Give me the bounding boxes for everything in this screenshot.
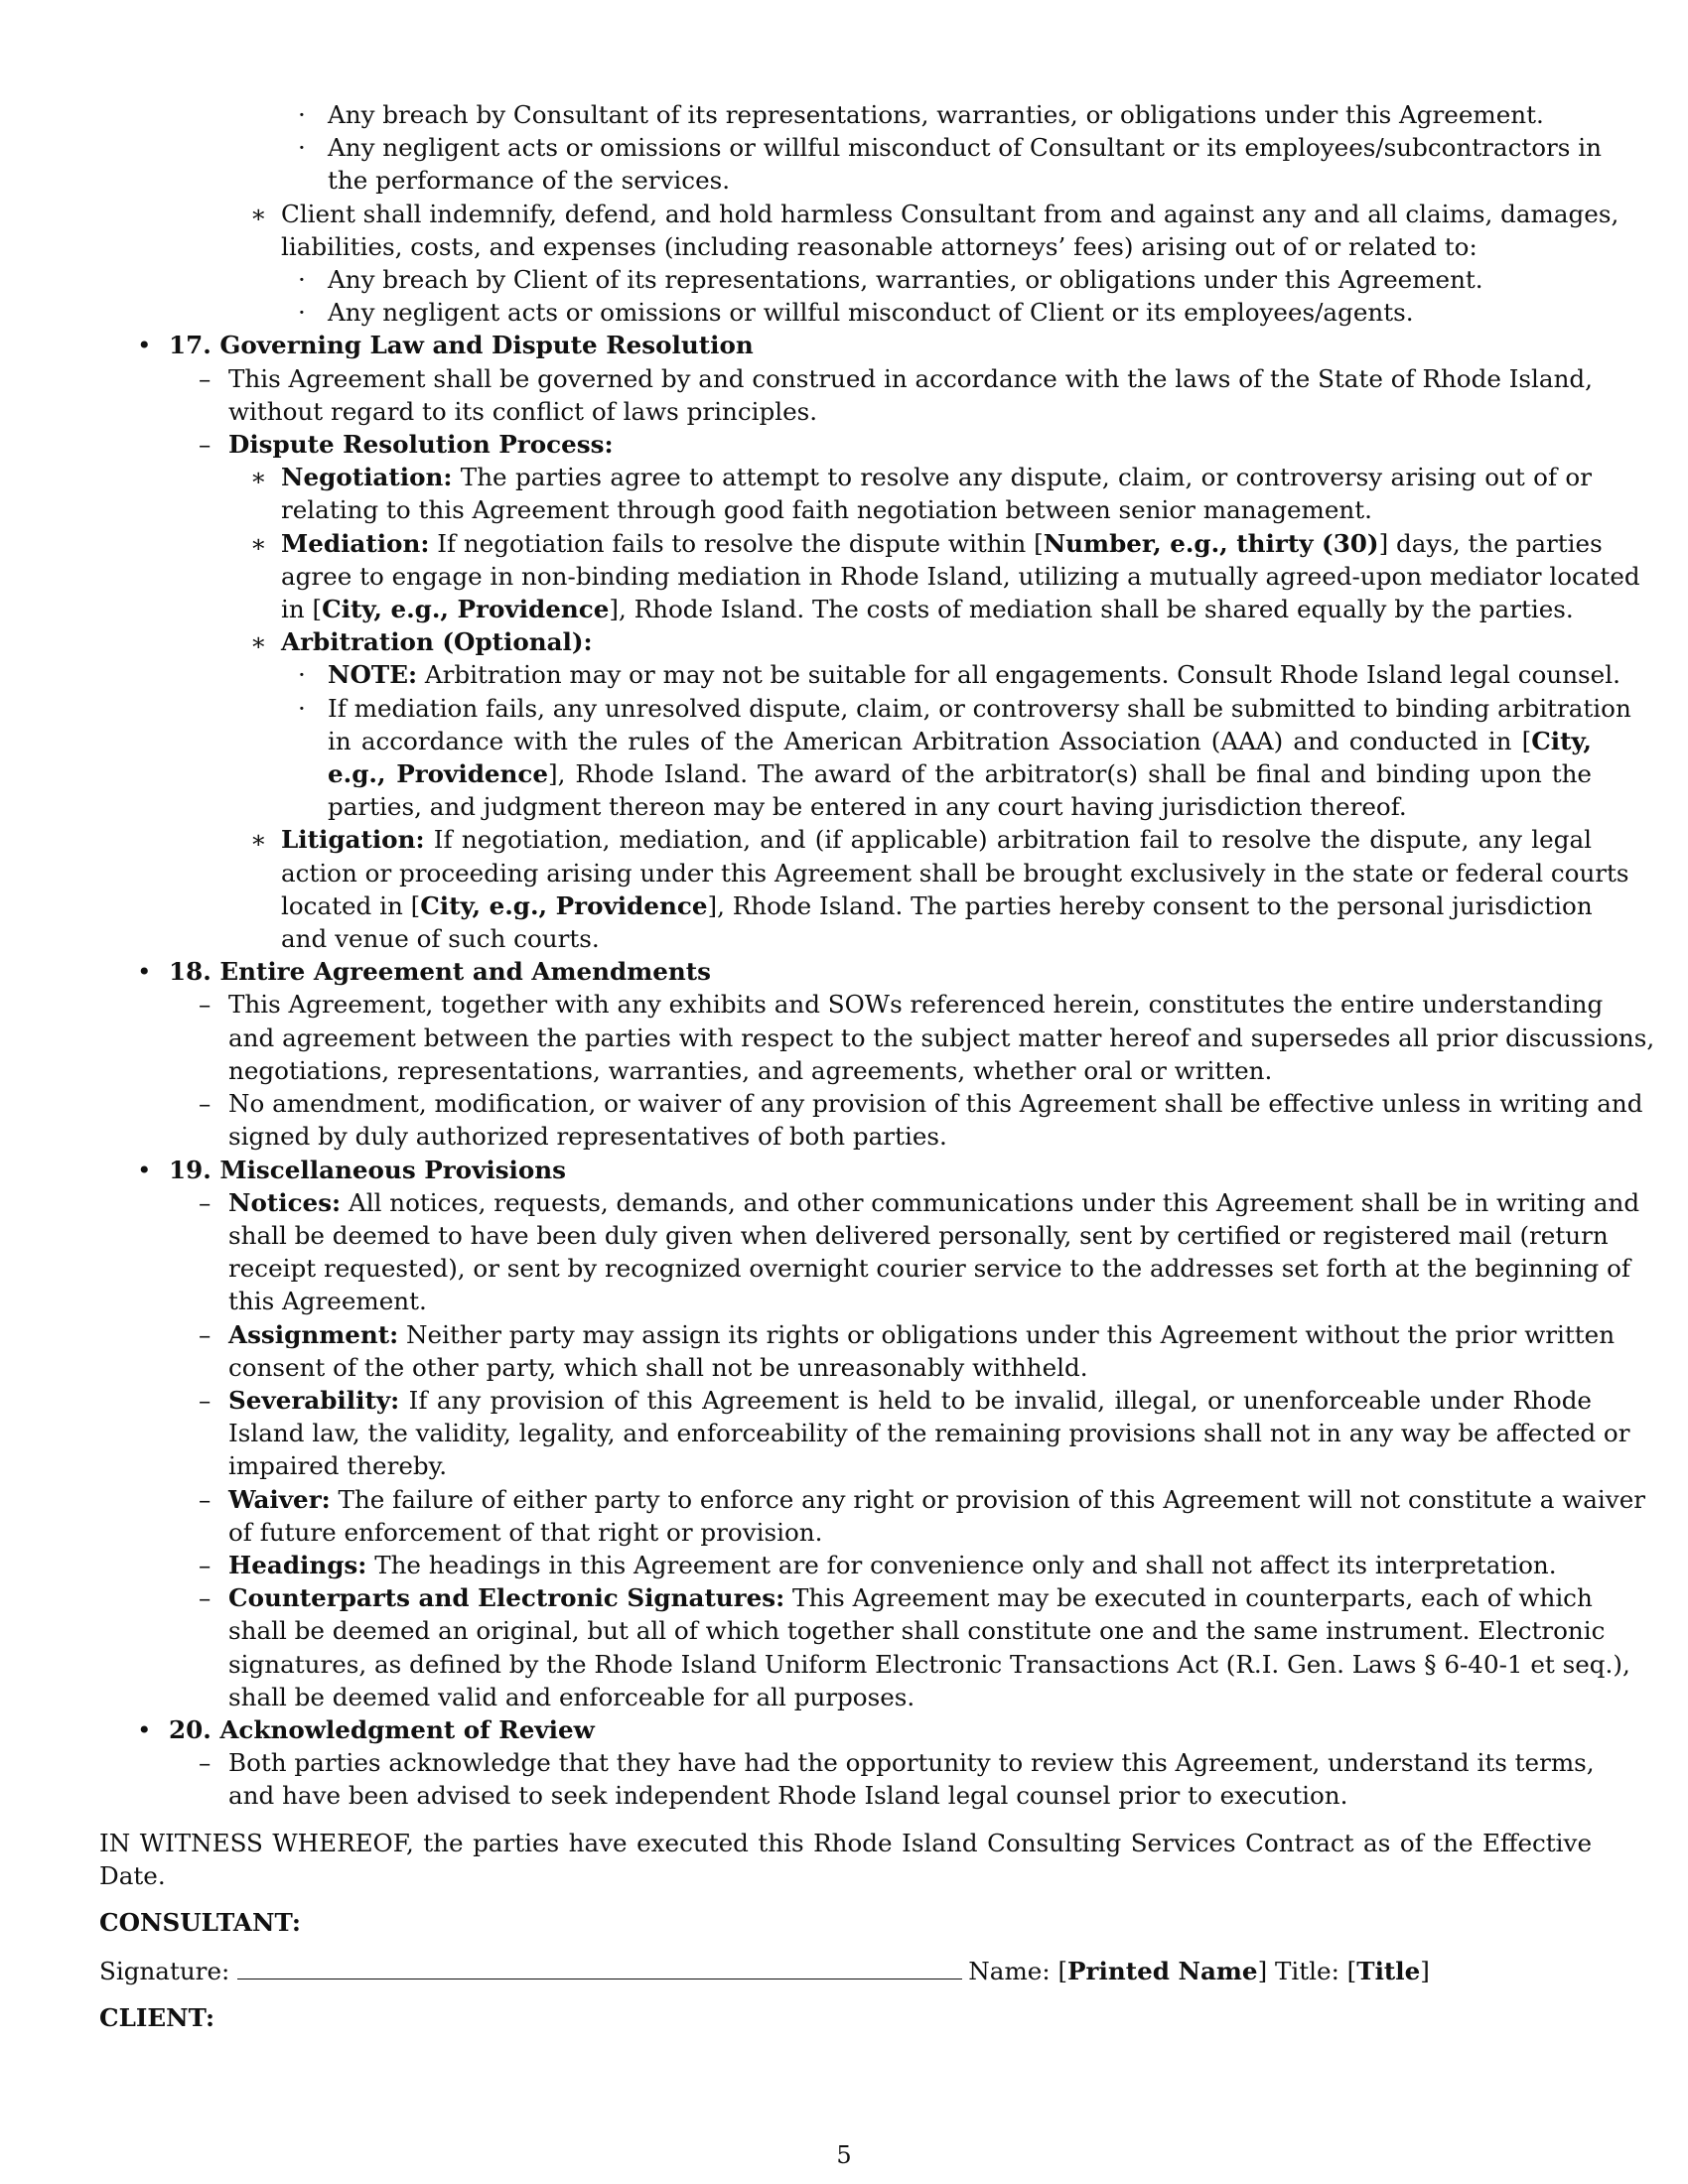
- section-heading: 20. Acknowledgment of Review: [169, 1714, 595, 1744]
- list-marker: –: [199, 1583, 211, 1613]
- list-marker: ·: [298, 693, 306, 723]
- list-marker: •: [137, 331, 152, 360]
- list-item: – This Agreement, together with any exhibits and SOWs referenced herein, constitutes the entire understanding and agreement between the parties with respect to the subject matter hereof and supersedes all prior discussions, negotiations, representations, warranties, and agreements, whether oral or written.: [199, 990, 1655, 1085]
- contract-body: [99, 98, 1655, 2035]
- list-marker: –: [199, 1484, 211, 1514]
- list-marker: –: [199, 1550, 211, 1579]
- list-item: – Dispute Resolution Process:: [99, 428, 1592, 461]
- list-marker: –: [199, 1748, 211, 1778]
- list-item: ∗ Negotiation: The parties agree to attempt to resolve any dispute, claim, or controversy arising out of or relating to this Agreement through good faith negotiation between senior management.: [250, 463, 1592, 525]
- section-heading: 18. Entire Agreement and Amendments: [169, 957, 712, 987]
- list-marker: –: [199, 1187, 211, 1217]
- list-item: ∗ Litigation: If negotiation, mediation, and (if applicable) arbitration fail to resolve the dispute, any legal action or proceeding arising under this Agreement shall be brought exclusively in the state or federal courts located in [City, e.g., Providence], Rhode Island. The parties hereby consent to the personal jurisdiction and venue of such courts.: [250, 825, 1629, 954]
- list-item: – Assignment: Neither party may assign its rights or obligations under this Agreement without the prior written consent of the other party, which shall not be unreasonably withheld.: [199, 1319, 1616, 1382]
- section-heading: 17. Governing Law and Dispute Resolution: [169, 331, 754, 360]
- list-marker: ·: [298, 133, 306, 163]
- signature-line[interactable]: [237, 1957, 962, 1979]
- consultant-heading: CONSULTANT:: [99, 1907, 301, 1937]
- list-item: ∗ Client shall indemnify, defend, and hold harmless Consultant from and against any and all claims, damages, liabilities, costs, and expenses (including reasonable attorneys’ fees) arising out of or related to:: [250, 199, 1619, 261]
- section-17: [99, 329, 1592, 361]
- list-item: · NOTE: Arbitration may or may not be suitable for all engagements. Consult Rhode Island legal counsel.: [99, 658, 1592, 691]
- list-marker: ·: [298, 660, 306, 690]
- section-heading: 19. Miscellaneous Provisions: [169, 1155, 567, 1184]
- section-18: [99, 955, 1592, 988]
- list-item: – Notices: All notices, requests, demands, and other communications under this Agreement shall be in writing and shall be deemed to have been duly given when delivered personally, sent by certified or registered mail (return receipt requested), or sent by recognized overnight courier service to the addresses set forth at the beginning of this Agreement.: [199, 1187, 1640, 1316]
- list-marker: –: [199, 1089, 211, 1119]
- list-item: · If mediation fails, any unresolved dispute, claim, or controversy shall be submitted to binding arbitration in accordance with the rules of the American Arbitration Association (AAA) and conducted in [City, e.g., Providence], Rhode Island. The award of the arbitrator(s) shall be final and binding upon the parties, and judgment thereon may be entered in any court having jurisdiction thereof.: [298, 693, 1631, 822]
- list-marker: ∗: [250, 627, 267, 657]
- list-item: – No amendment, modification, or waiver of any provision of this Agreement shall be effective unless in writing and signed by duly authorized representatives of both parties.: [199, 1089, 1643, 1152]
- signature-block: [99, 1906, 1592, 2035]
- list-marker: –: [199, 430, 211, 460]
- list-marker: –: [199, 363, 211, 393]
- list-marker: •: [137, 957, 152, 987]
- list-marker: ·: [298, 265, 306, 295]
- list-marker: ·: [298, 298, 306, 328]
- list-marker: ∗: [250, 463, 267, 492]
- client-heading: CLIENT:: [99, 2003, 215, 2033]
- consultant-signature-row: Signature: Name: [Printed Name] Title: [Title]: [99, 1957, 1430, 1986]
- list-item: – Counterparts and Electronic Signatures: This Agreement may be executed in counterparts, each of which shall be deemed an original, but all of which together shall constitute one and the same instrument. Electronic signatures, as defined by the Rhode Island Uniform Electronic Transactions Act (R.I. Gen. Laws § 6-40-1 et seq.), shall be deemed valid and enforceable for all purposes.: [199, 1583, 1630, 1711]
- list-marker: –: [199, 990, 211, 1020]
- list-item: ∗ Arbitration (Optional):: [99, 625, 1592, 658]
- list-marker: ∗: [250, 528, 267, 558]
- list-marker: ∗: [250, 825, 267, 855]
- list-marker: ·: [298, 100, 306, 129]
- list-marker: ∗: [250, 199, 267, 228]
- list-marker: •: [137, 1155, 152, 1184]
- section-19: [99, 1154, 1592, 1186]
- list-item: – Both parties acknowledge that they have had the opportunity to review this Agreement, understand its terms, and have been advised to seek independent Rhode Island legal counsel prior to execution.: [199, 1748, 1595, 1811]
- list-item: · Any breach by Client of its representations, warranties, or obligations under this Agreement.: [99, 263, 1592, 296]
- list-item: – Severability: If any provision of this Agreement is held to be invalid, illegal, or unenforceable under Rhode Island law, the validity, legality, and enforceability of the remaining provisions shall not in any way be affected or impaired thereby.: [199, 1385, 1630, 1481]
- list-item: · Any breach by Consultant of its representations, warranties, or obligations under this Agreement.: [99, 98, 1592, 131]
- list-item: – Headings: The headings in this Agreement are for convenience only and shall not affect its interpretation.: [99, 1549, 1592, 1581]
- list-item: · Any negligent acts or omissions or willful misconduct of Client or its employees/agents.: [99, 296, 1592, 329]
- list-marker: –: [199, 1319, 211, 1349]
- list-marker: •: [137, 1714, 152, 1744]
- list-item: ∗ Mediation: If negotiation fails to resolve the dispute within [Number, e.g., thirty (30)] days, the parties agree to engage in non-binding mediation in Rhode Island, utilizing a mutually agreed-upon mediator located in [City, e.g., Providence], Rhode Island. The costs of mediation shall be shared equally by the parties.: [250, 528, 1640, 624]
- list-marker: –: [199, 1385, 211, 1415]
- list-item: · Any negligent acts or omissions or willful misconduct of Consultant or its employees/subcontractors in the performance of the services.: [298, 133, 1602, 196]
- list-item: – This Agreement shall be governed by and construed in accordance with the laws of the State of Rhode Island, without regard to its conflict of laws principles.: [199, 363, 1593, 426]
- witness-clause: IN WITNESS WHEREOF, the parties have executed this Rhode Island Consulting Services Contract as of the Effective Date.: [99, 1828, 1592, 1890]
- section-20: [99, 1713, 1592, 1746]
- list-item: – Waiver: The failure of either party to enforce any right or provision of this Agreement will not constitute a waiver of future enforcement of that right or provision.: [199, 1484, 1646, 1547]
- page-number: 5: [836, 2141, 852, 2169]
